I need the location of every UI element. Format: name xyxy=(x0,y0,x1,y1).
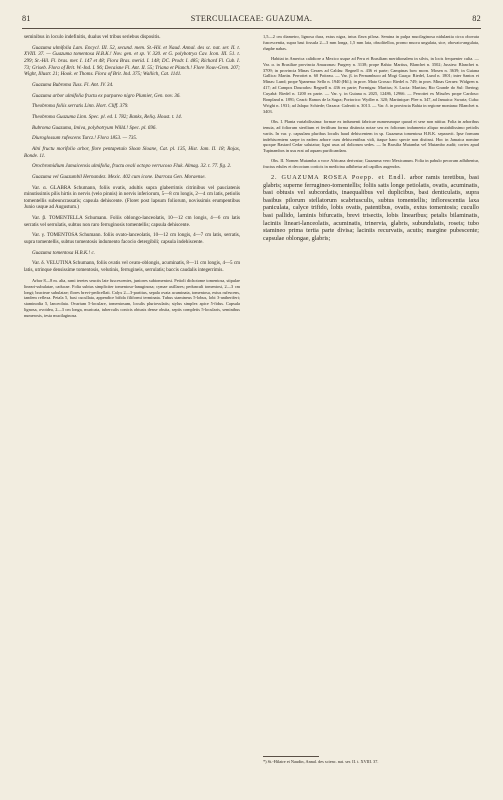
page-number-right: 82 xyxy=(472,14,481,23)
page-header xyxy=(22,14,481,26)
synonym-line: Alni fructu morifolio arbor, flore pentapetalo Sloan Sloane, Cat. pl. 135, Hist. Jam. II. 18; Rojas, Bonde. 11. xyxy=(24,145,240,159)
left-column xyxy=(24,34,240,772)
variety-beta: Var. β. TOMENTELLA Schumann. Foliis oblongo-lanceolatis, 10—12 cm longis, 4—6 cm latis serratis vel serrulatis, subtus non raro ferruginosis tomentellis; capsula dehiscente. xyxy=(24,215,240,228)
synonym-line: Guazuma arbor ulmifolia fructu ex purpureo nigro Plumier, Gen. nov. 36. xyxy=(32,92,181,99)
description-continued: 1,5—2 cm diametro, lignosa dura, extus nigra, intus flava pilosa. Semina in pulpa mucilaginosa nidulantia circa obovata fuscescentia, supra basi fossula 2—3 mm longa, 1,5 mm lata, obsolitelloa, promo mucra ungulata, sice, obovato-angulata, rhaphe nabas. xyxy=(263,34,479,51)
synonym-line: Guazuma vel Guazumbil Hernandez. Mexic. 402 cum icone. Ibarroza Gen. Moraense. xyxy=(32,173,206,180)
intro-text: seminibus in loculo indefinitis, dualus vel tribus seriebus dispositis. xyxy=(24,34,161,40)
synonym-line: Guazuma Bubroma Tuss. Fl. Ant. IV. 34. xyxy=(32,81,114,88)
observation-one: Obs. I. Planta variabilissima: formae ex indumenti fabricae numerumque quoad et sese non nititur. Folia in arboribus tenuia, ad foliorum sterilium et fertilium forma distincta notae seu ex foliorum indumento aliquo mutabilissimo petiolis variis. In var. γ. capsulam pluribus loculis haud dehiscentem in sp. Guazuma tomentosa H.B.K. separavit. Ipse formam indehiscentem saepe in eadem arbore cum dehiscentibus vidi, itaque hanc specie non distinxi. Hoc in Jamaica nomine quoque Bastard Cedar salutatur; ligni usus ad doliorum sedes. — In Brasilia Mutamba vel Mutambo audit; cortex apud Tupinambos in usu erat ad aquam purificandam. xyxy=(263,118,479,154)
header-rule xyxy=(22,28,481,29)
habitat-paragraph: Habitat in America calidiore a Mexico usque ad Peru et Brasiliam meridionalem in silvis, in locis frequenter culta. — Var. α. in Brasiliae provincia Amazonas: Purgery n. 3138; prope Bahia: Martius, Blanchet n. 3502; Jussieu: Blanchet n. 3709; in provincia Minas Geraes ad Caldas: Regnell n. 436 et parte; Campinas bow morn. Mosen n. 3639; in Guiana Gallica: Martin. Perrottet n. 60 Poiteau. — Var. β. in Pernambuco ad Mogi Guaçu: Riedel, Lund n. 1801; inter Santos et Minas: Lund; prope Ypanema: Sello n. 1940 (Hil.); in prov. Mato Grosso: Riedel n. 749; in prov. Minas Geraes: Widgren n. 417; ad Campos Dourados: Regnell n. 436 ex parte; Formigas: Martius; S. Lucia: Martius; Rio Grande do Sul: Ihering; Cuyabá: Riedel n. 1200 ex parte. — Var. γ. in Guiana n. 2025, 12486, 12966. — Perrottet ex Missões prope Cardoso: Bonpland n. 1891; Ceará: Ramos de la Sagra; Portorico: Wydler n. 320; Martinique: Plee n. 347, ad Jamaica: Swartz; Cuba: Wright n. 1931; ad Jalapa: Schiede; Oaxaca: Galeotti n. 3013. — Var. δ. in provincia Bahia in regione montana: Blanchet n. 3403. xyxy=(263,55,479,114)
synonym-line: Guazuma tomentosa H.B.K.! c. xyxy=(32,249,95,256)
footnote: *) St.-Hilaire et Naudin, Annal. des scienc. nat. ser. II. t. XVIII. 37. xyxy=(263,759,379,764)
synonym-line: Diuroglossum rufescens Turcz.! Flora 1853. — 735. xyxy=(32,135,138,142)
variety-delta: Var. δ. VELUTINA Schumann, foliis ovatis vel ovato-oblongis, acuminatis, 8—11 cm longis, 4—5 cm latis, utrinque densissime tomentosis, velutinis, ferrugineis, serrulatis; baccis caudalis integerrimis. xyxy=(24,260,240,274)
synonymy-paragraph: Guazuma ulmifolia Lam. Encycl. III. 52, secund. mem. St.-Hil. et Naud. Annal. des sc. nat. ser. II. t. XVIII. 37. — Guazuma tomentosa H.B.K.! Nov. gen. et sp. V. 320. et G. polybotrya Cav. Icon. III. 51. t. 299; St.-Hil. Fl. bras. mer. I. 147 et 48; Flora Bras. merid. I. 148; DC. Prodr. I. 485; Richard Fl. Cub. I. 73; Griseb. Flora of Brit. W.-Ind. I. 96; Decaisne Fl. Ant. II. 55; Triana et Planch.! Flore Nouv-Gren. 207; Wight, Illustr. 21; Hook. et Thoms. Flora of Brit. Ind. 375; Wallich, Cat. 1141. xyxy=(24,44,240,78)
species-entry xyxy=(263,174,479,242)
variety-alpha: Var. α. GLABRA Schumann, foliis ovatis, adultis supra glaberrimis citrinibus vel pauciatenis minutissimis pilis hirtis in nervis (velo pinnis) in nervis inferiorum, 5—8 cm longis, 2—4 cm latis, petiolis tomentellis subeuncrassatis; capsula dehiscente. (Floret post lapsum foliorum, novissimis erumpentibus Junio usque ad Augustum.) xyxy=(24,184,240,211)
synonym-line: Theobroma foliis serratis Linn. Hort. Cliff. 379. xyxy=(32,103,129,110)
species-description: arbor ramis teretibus, basi glabris; superne ferrugineo-tomentellis; foliis satis longe petiolatis, ovatis, acuminatis, basi obtusis vel subcordatis, inaequalibus vel duplicibus, basi denticulatis, supra basibus pilorum stellatorum scabriusculis, subtus tomentellis; inflorescentia laxa paniculata, calyce trifido, lobis ovatis, patentibus, ovatis, extus tomentosis; cucullo basi pallido, laminis bifurcatis, brevi trisectis, lobis linearibus; petalis bilaminatis, laciniis lineari-lanceolatis, acuminatis, trinervia, glabris, subundulatis, roseis; tubo stamineo prima tertia parte divisa; laciniis recurvatis, acutis; margine pubescente; capsulae oblongae, glabris; xyxy=(263,174,479,242)
description-small-print: Arbor 8—8 m. alta, rami teretes seuctis late fuscescentes, juniores subtomentosi. Petioli dichotome tomentosa, stipulae lineari-subulatae, caducae. Folia subtus simpliciter tomentoso-lanuginosa; cymae axillares; pedunculi tomentosi, 2—3 cm longi; bracteae subulatae; flores brevi-pedicellati. Calyx 2—3-partitus, sepala ovata acuminata, tomentosa, extus rufescens, tandem reflexa. Petala 5, basi cucullata, appendice bifida filiformi terminata. Tubus stamineus 5-lobus, lobi 3-antheriferi; staminodia 5, lanceolata. Ovarium 5-loculare, tomentosum, loculis pluriovulatis; stylus simplex apice 5-fidus. Capsula lignosa, ovoidea, 2—3 cm longa, muricata, tuberculis conicis obtusis dense obsita, septis completis 5-locularis, seminibus numerosis, testa mucilaginosa. xyxy=(24,277,240,319)
observation-two: Obs. II. Nomen Mutamba a voce Africana derivatur; Guazuma vero Mexicanum. Folia in pabulo pecorum adhibentur, fructus edules et decoctum corticis in medicina adhibetur ad capillos augendos. xyxy=(263,158,479,170)
right-column xyxy=(263,34,479,772)
synonym-line: Bubroma Guazuma, Imiva, polybotryum Willd.! Spec. pl. 696. xyxy=(32,124,157,131)
synonym-line: Theobroma Guazuma Linn. Spec. pl. ed. I. 782; Banks, Reliq. Houst. t. 14. xyxy=(32,113,183,120)
synonym-line: Orochromidium Jamaicensis ulmifolia, fructu ovali octopo verrucoso Fluk. Almag. 32. t. 77. fig. 2. xyxy=(32,163,232,170)
page-number-left: 81 xyxy=(22,14,31,23)
footnote-rule xyxy=(263,756,319,757)
variety-gamma: Var. γ. TOMENTOSA Schumann. foliis ovato-lanceolatis, 10—12 cm longis, 4—7 cm latis, serratis, supra tomentellis, subtus tomentosis indumento facocio detergibili; capsula indehiscente. xyxy=(24,232,240,246)
species-heading: 2. GUAZUMA ROSEA Poepp. et Endl. xyxy=(271,174,407,182)
running-title: STERCULIACEAE: GUAZUMA. xyxy=(190,14,313,23)
